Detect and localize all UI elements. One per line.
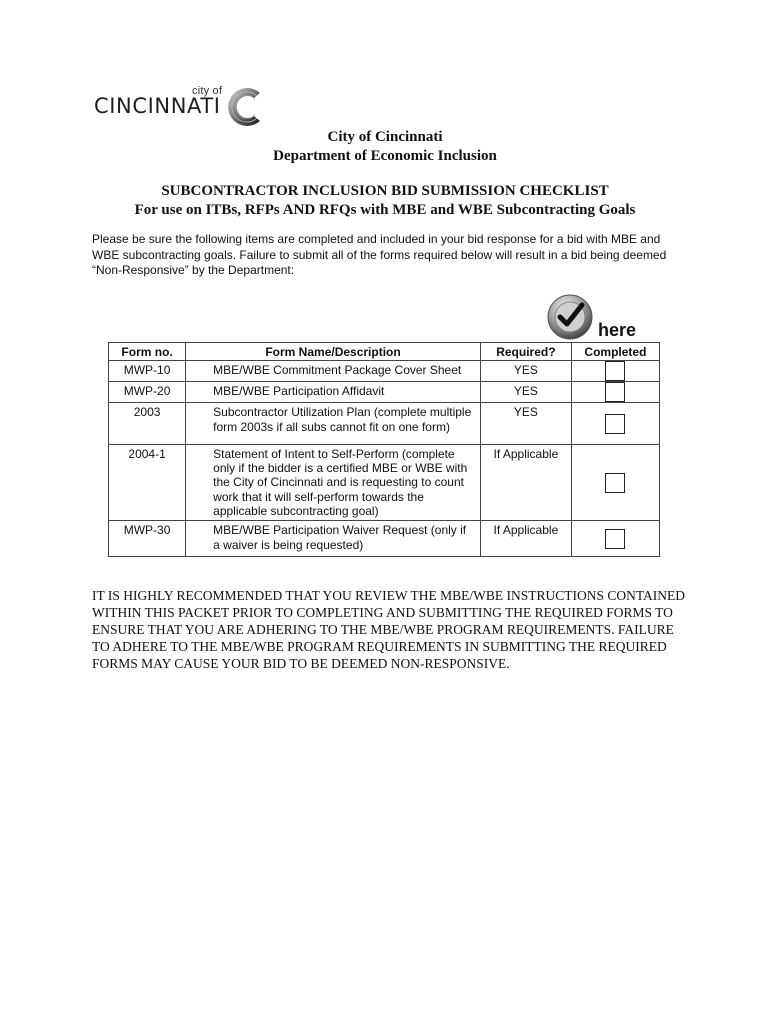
required-cell: YES: [480, 361, 571, 382]
badge-label: here: [598, 320, 637, 340]
form-name-cell: MBE/WBE Participation Affidavit: [186, 382, 481, 403]
logo-city-of: city of: [192, 85, 223, 97]
form-no-cell: 2004-1: [109, 444, 186, 520]
table-row: [109, 444, 660, 520]
completed-cell: [571, 444, 659, 520]
header-form-no: Form no.: [109, 343, 186, 361]
recommendation-warning: IT IS HIGHLY RECOMMENDED THAT YOU REVIEW THE MBE/WBE INSTRUCTIONS CONTAINED WITHIN THIS PACKET PRIOR TO COMPLETING AND SUBMITTING THE REQUIRED FORMS TO ENSURE THAT YOU ARE ADHERING TO THE MBE/WBE PROGRAM REQUIREMENTS. FAILURE TO ADHERE TO THE MBE/WBE PROGRAM REQUIREMENTS IN SUBMITTING THE REQUIRED FORMS MAY CAUSE YOUR BID TO BE DEEMED NON-RESPONSIVE.: [92, 588, 686, 671]
logo-name: CINCINNATI: [94, 94, 221, 118]
checklist-title: SUBCONTRACTOR INCLUSION BID SUBMISSION CHECKLIST: [161, 183, 609, 199]
form-no-cell: MWP-30: [109, 521, 186, 557]
form-name-cell: MBE/WBE Participation Waiver Request (only if a waiver is being requested): [186, 521, 481, 557]
table-row: [109, 403, 660, 445]
completed-checkbox-mwp10[interactable]: [605, 361, 625, 381]
required-cell: If Applicable: [480, 521, 571, 557]
table-row: [109, 382, 660, 403]
required-cell: YES: [480, 382, 571, 403]
completed-cell: [571, 521, 659, 557]
completed-checkbox-mwp30[interactable]: [605, 529, 625, 549]
city-heading: City of Cincinnati: [327, 129, 443, 145]
required-cell: YES: [480, 403, 571, 445]
logo-c-mark-icon: [220, 84, 266, 130]
checklist-subtitle: For use on ITBs, RFPs AND RFQs with MBE and WBE Subcontracting Goals: [134, 202, 636, 218]
required-cell: If Applicable: [480, 444, 571, 520]
forms-checklist-table: [108, 342, 660, 557]
table-row: [109, 521, 660, 557]
form-name-cell: Statement of Intent to Self-Perform (complete only if the bidder is a certified MBE or WBE with the City of Cincinnati and is requesting to count work that it will self-perform towards the applicable subcontracting goal): [186, 444, 481, 520]
department-heading: Department of Economic Inclusion: [273, 148, 497, 164]
table-row: [109, 361, 660, 382]
completed-checkbox-mwp20[interactable]: [605, 382, 625, 402]
intro-paragraph: Please be sure the following items are completed and included in your bid response for a bid with MBE and WBE subcontracting goals. Failure to submit all of the forms required below will result in a bid being deemed “Non-Responsive” by the Department:: [92, 232, 667, 277]
checkmark-badge-icon: [546, 292, 598, 342]
table-header-row: [109, 343, 660, 361]
completed-cell: [571, 382, 659, 403]
completed-checkbox-2003[interactable]: [605, 414, 625, 434]
form-no-cell: MWP-20: [109, 382, 186, 403]
header-form-name: Form Name/Description: [186, 343, 481, 361]
completed-cell: [571, 361, 659, 382]
completed-cell: [571, 403, 659, 445]
completed-checkbox-2004-1[interactable]: [605, 473, 625, 493]
form-no-cell: MWP-10: [109, 361, 186, 382]
header-required: Required?: [480, 343, 571, 361]
city-logo: [92, 84, 272, 130]
form-no-cell: 2003: [109, 403, 186, 445]
header-completed: Completed: [571, 343, 659, 361]
form-name-cell: Subcontractor Utilization Plan (complete multiple form 2003s if all subs cannot fit on one form): [186, 403, 481, 445]
form-name-cell: MBE/WBE Commitment Package Cover Sheet: [186, 361, 481, 382]
